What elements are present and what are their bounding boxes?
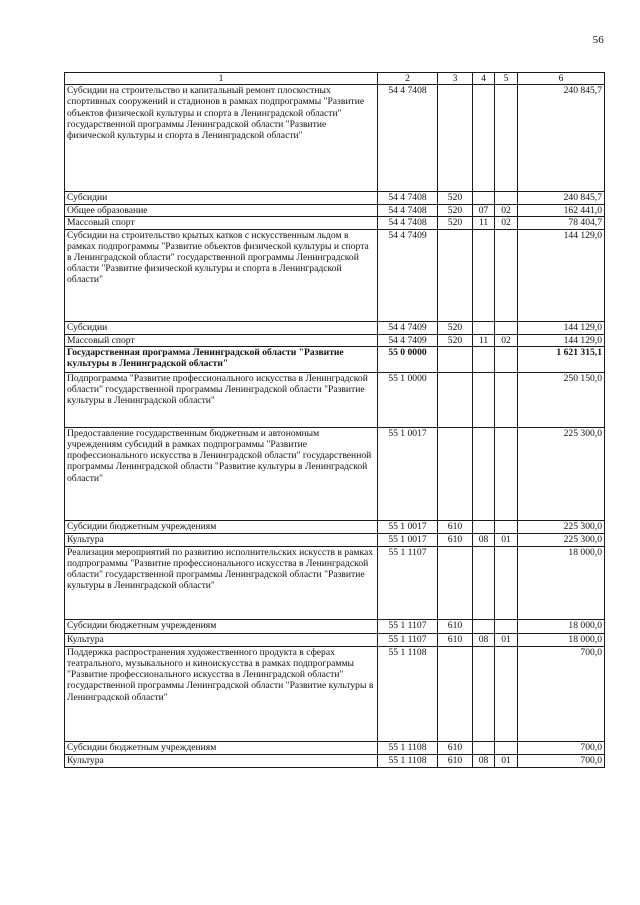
cell-expense-type: 610 xyxy=(438,533,473,546)
cell-amount: 240 845,7 xyxy=(518,85,605,192)
cell-amount: 162 441,0 xyxy=(518,205,605,217)
cell-target-code: 54 4 7409 xyxy=(378,229,438,321)
cell-name: Субсидии на строительство крытых катков с искусственным льдом в рамках подпрограммы "Развитие объектов физической культуры и спорта в Ленинградской области" государственной программы Ленинградской области "Развитие физической культуры и спорта в Ленинградской области" xyxy=(65,229,378,321)
cell-expense-type: 520 xyxy=(438,192,473,205)
cell-name: Реализация мероприятий по развитию исполнительских искусств в рамках подпрограммы "Развитие профессионального искусства в Ленинградской области" государственной программы Ленинградской области "Развитие культуры в Ленинградской области" xyxy=(65,546,378,619)
page-number: 56 xyxy=(592,34,604,46)
cell-amount: 18 000,0 xyxy=(518,546,605,619)
cell-target-code: 54 4 7408 xyxy=(378,192,438,205)
budget-table xyxy=(64,72,605,768)
cell-subsection: 01 xyxy=(495,533,518,546)
table-row xyxy=(65,346,605,372)
cell-section: 07 xyxy=(473,205,495,217)
cell-target-code: 55 1 1107 xyxy=(378,546,438,619)
cell-subsection xyxy=(495,85,518,192)
cell-section: 08 xyxy=(473,754,495,767)
cell-expense-type: 520 xyxy=(438,205,473,217)
cell-name: Субсидии на строительство и капитальный ремонт плоскостных спортивных сооружений и стадионов в рамках подпрограммы "Развитие объектов физической культуры и спорта в Ленинградской области" государственной программы Ленинградской области "Развитие физической культуры и спорта в Ленинградской области" xyxy=(65,85,378,192)
table-row xyxy=(65,205,605,217)
cell-subsection: 01 xyxy=(495,754,518,767)
cell-expense-type xyxy=(438,546,473,619)
table-row xyxy=(65,334,605,346)
table-row xyxy=(65,85,605,192)
cell-target-code: 55 1 1107 xyxy=(378,619,438,633)
cell-section xyxy=(473,520,495,533)
cell-amount: 225 300,0 xyxy=(518,533,605,546)
cell-amount: 18 000,0 xyxy=(518,633,605,646)
cell-amount: 240 845,7 xyxy=(518,192,605,205)
cell-target-code: 54 4 7408 xyxy=(378,85,438,192)
cell-section xyxy=(473,619,495,633)
cell-amount: 700,0 xyxy=(518,741,605,754)
table-row xyxy=(65,217,605,229)
cell-expense-type xyxy=(438,85,473,192)
cell-subsection xyxy=(495,741,518,754)
cell-name: Субсидии бюджетным учреждениям xyxy=(65,741,378,754)
cell-subsection xyxy=(495,192,518,205)
table-row xyxy=(65,533,605,546)
cell-section xyxy=(473,346,495,372)
cell-section xyxy=(473,321,495,334)
cell-name: Поддержка распространения художественного продукта в сферах театрального, музыкального и киноискусства в рамках подпрограммы "Развитие профессионального искусства в Ленинградской области" государственной программы Ленинградской области "Развитие культуры в Ленинградской области" xyxy=(65,646,378,741)
header-col-6: 6 xyxy=(518,73,605,85)
cell-amount: 78 404,7 xyxy=(518,217,605,229)
header-col-4: 4 xyxy=(473,73,495,85)
cell-expense-type xyxy=(438,346,473,372)
cell-name: Государственная программа Ленинградской области "Развитие культуры в Ленинградской области" xyxy=(65,346,378,372)
table-body xyxy=(65,85,605,768)
cell-name: Культура xyxy=(65,533,378,546)
table-row xyxy=(65,646,605,741)
cell-expense-type: 520 xyxy=(438,217,473,229)
cell-expense-type: 520 xyxy=(438,321,473,334)
header-col-2: 2 xyxy=(378,73,438,85)
cell-section xyxy=(473,427,495,520)
cell-name: Массовый спорт xyxy=(65,217,378,229)
cell-expense-type: 610 xyxy=(438,741,473,754)
cell-expense-type: 610 xyxy=(438,633,473,646)
table-row xyxy=(65,754,605,767)
cell-amount: 1 621 315,1 xyxy=(518,346,605,372)
cell-target-code: 55 1 1108 xyxy=(378,741,438,754)
cell-amount: 225 300,0 xyxy=(518,520,605,533)
cell-target-code: 55 1 1108 xyxy=(378,646,438,741)
cell-subsection xyxy=(495,229,518,321)
cell-section: 11 xyxy=(473,334,495,346)
table-row xyxy=(65,427,605,520)
table-header xyxy=(65,73,605,85)
cell-name: Субсидии xyxy=(65,321,378,334)
header-col-3: 3 xyxy=(438,73,473,85)
cell-expense-type: 610 xyxy=(438,754,473,767)
cell-section xyxy=(473,646,495,741)
cell-subsection xyxy=(495,619,518,633)
cell-target-code: 55 0 0000 xyxy=(378,346,438,372)
cell-expense-type xyxy=(438,372,473,427)
table-row xyxy=(65,619,605,633)
cell-subsection xyxy=(495,646,518,741)
cell-subsection: 01 xyxy=(495,633,518,646)
cell-subsection xyxy=(495,346,518,372)
header-row xyxy=(65,73,605,85)
cell-expense-type: 610 xyxy=(438,619,473,633)
cell-expense-type xyxy=(438,646,473,741)
cell-subsection xyxy=(495,546,518,619)
table-row xyxy=(65,229,605,321)
cell-section xyxy=(473,741,495,754)
cell-target-code: 54 4 7409 xyxy=(378,321,438,334)
cell-amount: 225 300,0 xyxy=(518,427,605,520)
cell-target-code: 55 1 0000 xyxy=(378,372,438,427)
table-row xyxy=(65,372,605,427)
cell-section xyxy=(473,192,495,205)
cell-section xyxy=(473,85,495,192)
cell-target-code: 54 4 7408 xyxy=(378,217,438,229)
cell-amount: 700,0 xyxy=(518,754,605,767)
cell-target-code: 54 4 7409 xyxy=(378,334,438,346)
cell-amount: 144 129,0 xyxy=(518,229,605,321)
cell-target-code: 55 1 1108 xyxy=(378,754,438,767)
cell-section xyxy=(473,546,495,619)
cell-subsection xyxy=(495,372,518,427)
cell-subsection xyxy=(495,321,518,334)
cell-section: 11 xyxy=(473,217,495,229)
cell-amount: 144 129,0 xyxy=(518,334,605,346)
cell-name: Подпрограмма "Развитие профессионального искусства в Ленинградской области" государственной программы Ленинградской области "Развитие культуры в Ленинградской области" xyxy=(65,372,378,427)
cell-section: 08 xyxy=(473,533,495,546)
header-col-1: 1 xyxy=(65,73,378,85)
cell-name: Общее образование xyxy=(65,205,378,217)
cell-name: Предоставление государственным бюджетным и автономным учреждениям субсидий в рамках подпрограммы "Развитие профессионального искусства в Ленинградской области" государственной программы Ленинградской области "Развитие культуры в Ленинградской области" xyxy=(65,427,378,520)
cell-expense-type xyxy=(438,427,473,520)
cell-expense-type: 520 xyxy=(438,334,473,346)
table-row xyxy=(65,741,605,754)
cell-expense-type xyxy=(438,229,473,321)
cell-target-code: 55 1 1107 xyxy=(378,633,438,646)
table-row xyxy=(65,192,605,205)
table-row xyxy=(65,520,605,533)
cell-amount: 700,0 xyxy=(518,646,605,741)
cell-name: Массовый спорт xyxy=(65,334,378,346)
table-row xyxy=(65,633,605,646)
table-row xyxy=(65,546,605,619)
cell-subsection: 02 xyxy=(495,205,518,217)
cell-subsection xyxy=(495,427,518,520)
cell-name: Субсидии бюджетным учреждениям xyxy=(65,619,378,633)
cell-expense-type: 610 xyxy=(438,520,473,533)
header-col-5: 5 xyxy=(495,73,518,85)
cell-target-code: 55 1 0017 xyxy=(378,520,438,533)
cell-subsection: 02 xyxy=(495,217,518,229)
table-row xyxy=(65,321,605,334)
cell-name: Субсидии бюджетным учреждениям xyxy=(65,520,378,533)
cell-section: 08 xyxy=(473,633,495,646)
cell-amount: 144 129,0 xyxy=(518,321,605,334)
cell-section xyxy=(473,229,495,321)
cell-subsection: 02 xyxy=(495,334,518,346)
cell-subsection xyxy=(495,520,518,533)
cell-section xyxy=(473,372,495,427)
cell-target-code: 55 1 0017 xyxy=(378,533,438,546)
cell-name: Культура xyxy=(65,754,378,767)
cell-target-code: 55 1 0017 xyxy=(378,427,438,520)
cell-amount: 18 000,0 xyxy=(518,619,605,633)
cell-name: Субсидии xyxy=(65,192,378,205)
cell-amount: 250 150,0 xyxy=(518,372,605,427)
cell-name: Культура xyxy=(65,633,378,646)
cell-target-code: 54 4 7408 xyxy=(378,205,438,217)
